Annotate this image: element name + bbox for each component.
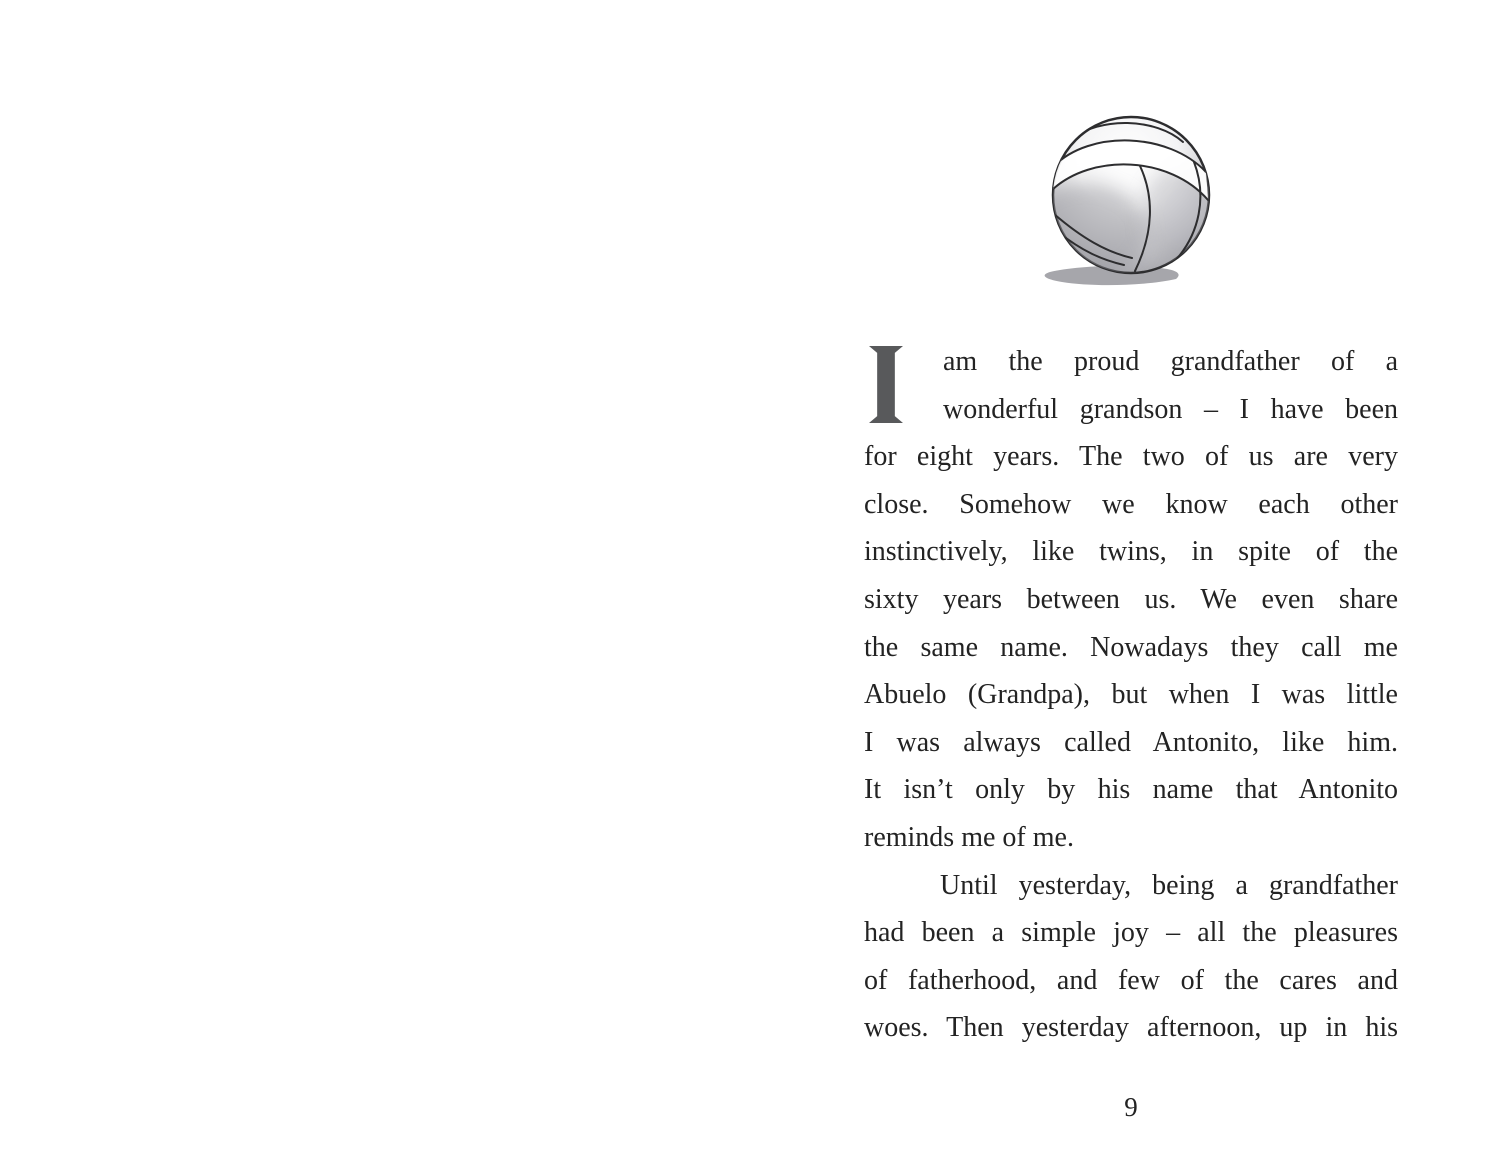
text-line: Abuelo (Grandpa), but when I was little xyxy=(864,679,1398,711)
text-line: wonderful grandson – I have been xyxy=(943,393,1398,425)
text-line: woes. Then yesterday afternoon, up in his xyxy=(864,1012,1398,1044)
text-line: am the proud grandfather of a xyxy=(943,346,1398,377)
text-line: sixty years between us. We even share xyxy=(864,583,1398,615)
body-text xyxy=(864,338,1398,1052)
text-line: had been a simple joy – all the pleasures xyxy=(864,917,1398,949)
text-line: close. Somehow we know each other xyxy=(864,488,1398,520)
text-line: for eight years. The two of us are very xyxy=(864,441,1398,473)
text-line: Until yesterday, being a grandfather xyxy=(940,869,1398,901)
text-line: reminds me of me. xyxy=(864,821,1074,853)
text-line: I was always called Antonito, like him. xyxy=(864,726,1398,758)
football-illustration xyxy=(1030,104,1225,304)
text-line: the same name. Nowadays they call me xyxy=(864,631,1398,663)
football-icon xyxy=(1030,104,1225,304)
text-line: instinctively, like twins, in spite of the xyxy=(864,536,1398,568)
paragraph-1 xyxy=(864,338,1398,862)
paragraph-2 xyxy=(864,862,1398,1052)
page-number: 9 xyxy=(1124,1092,1138,1122)
text-line: of fatherhood, and few of the cares and xyxy=(864,964,1398,996)
text-line: It isn’t only by his name that Antonito xyxy=(864,774,1398,806)
